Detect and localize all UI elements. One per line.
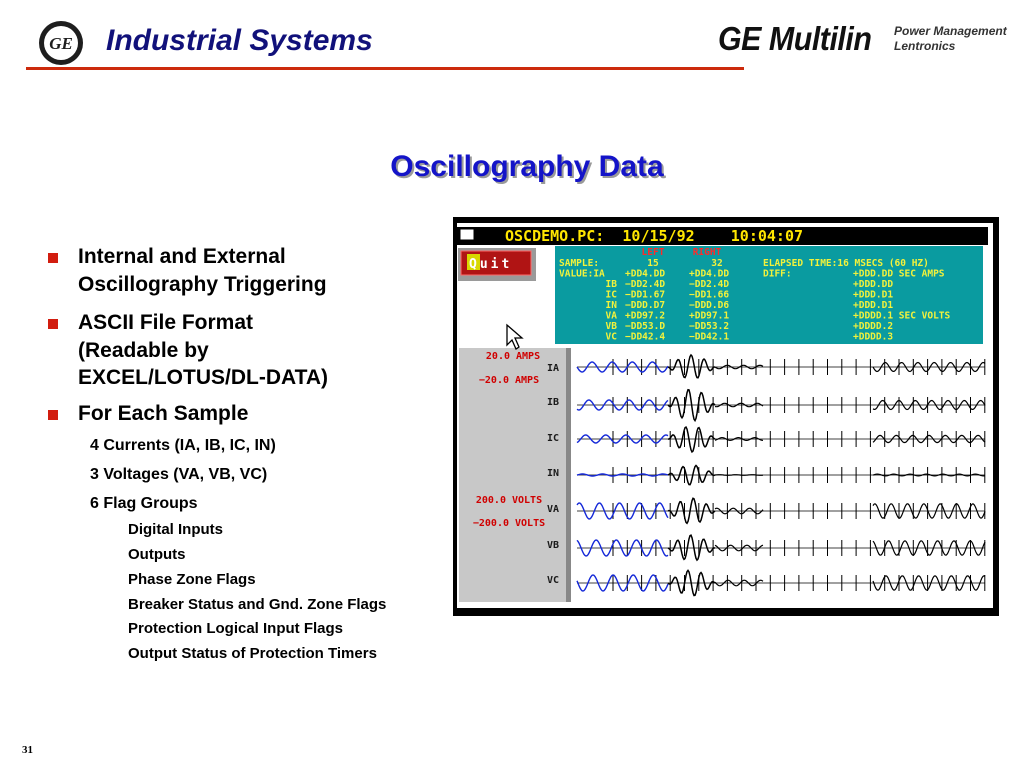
window-control-box[interactable] [460,229,474,240]
flag-group-item: Phase Zone Flags [128,571,256,588]
brand-name: GE Multilin [718,20,872,57]
row-label: SAMPLE: [559,258,600,269]
column-divider [566,348,571,602]
oscillography-screenshot [453,217,999,616]
bullet-icon [48,319,58,329]
row-label: VALUE:IA [559,268,605,280]
row-extra: DIFF: [763,268,792,280]
left-value: −DD42.4 [625,331,666,343]
oscillography-display [453,217,999,616]
row-label: VA [605,310,617,322]
row-label: IC [605,289,617,301]
right-value: −DD1.66 [689,289,730,301]
header-title: Industrial Systems [106,24,373,57]
voltage-scale-max: 200.0 VOLTS [475,495,543,506]
diff-value: +DDD.DD [853,279,894,290]
row-label: IB [605,279,617,290]
sub-bullet-voltages: 3 Voltages (VA, VB, VC) [90,466,268,483]
channel-label-ia: IA [546,363,559,374]
row-label: VB [605,321,617,332]
channel-label-va: VA [546,504,559,515]
right-value: +DD4.DD [689,268,730,280]
sub-bullet-flag-groups: 6 Flag Groups [90,495,198,512]
slide-title: Oscillography Data [390,150,664,183]
channel-label-vc: VC [546,575,559,586]
left-value: −DD1.67 [625,289,666,301]
left-value: +DD97.2 [625,310,666,322]
right-value: +DD97.1 [689,310,730,322]
diff-value: +DDD.D1 [853,300,894,311]
diff-value: +DDDD.3 [853,331,894,343]
channel-label-ib: IB [546,397,559,408]
left-value: −DDD.D7 [625,300,666,311]
page-number: 31 [22,744,33,756]
title-bar-text: OSCDEMO.PC: 10/15/92 10:04:07 [505,227,804,245]
bullet-2-line-3: EXCEL/LOTUS/DL-DATA) [78,366,329,389]
left-cursor-header: LEFT [641,247,665,258]
quit-button[interactable] [458,248,536,281]
bullet-3: For Each Sample [78,402,249,425]
brand-subtitle-1: Power Management [894,24,1007,38]
right-value: −DD2.4D [689,279,730,290]
left-value: −DD53.D [625,321,666,332]
bullet-2-line-1: ASCII File Format [78,311,254,334]
row-label: IN [605,300,617,311]
diff-value: +DDDD.2 [853,321,894,332]
flag-group-item: Digital Inputs [128,521,223,538]
bullet-icon [48,410,58,420]
right-value: −DDD.D6 [689,300,730,311]
ge-monogram-icon [38,20,84,66]
quit-button-label: Quit [469,257,513,272]
channel-label-ic: IC [546,433,559,444]
right-value: 32 [711,258,723,269]
diff-value: +DDD.D1 [853,289,894,301]
bullet-icon [48,253,58,263]
flag-group-item: Outputs [128,546,186,563]
right-cursor-header: RIGHT [692,247,722,258]
row-extra: ELAPSED TIME:16 MSECS (60 HZ) [763,258,929,269]
brand-subtitle-2: Lentronics [894,39,956,53]
header-divider [26,67,744,70]
bullet-2-line-2: (Readable by [78,339,209,362]
right-value: −DD53.2 [689,321,730,332]
channel-label-vb: VB [546,540,559,551]
sub-bullet-currents: 4 Currents (IA, IB, IC, IN) [90,437,276,454]
left-value: −DD2.4D [625,279,666,290]
voltage-scale-min: −200.0 VOLTS [472,518,546,529]
flag-group-item: Output Status of Protection Timers [128,645,377,662]
right-value: −DD42.1 [689,331,730,343]
diff-value: +DDD.DD SEC AMPS [853,268,945,280]
left-value: 15 [647,258,659,269]
left-value: +DD4.DD [625,268,666,280]
bullet-1-line-1: Internal and External [78,245,286,268]
channel-label-in: IN [546,468,559,479]
current-scale-min: −20.0 AMPS [478,375,540,386]
bullet-1-line-2: Oscillography Triggering [78,273,327,296]
diff-value: +DDDD.1 SEC VOLTS [853,310,951,322]
flag-group-item: Breaker Status and Gnd. Zone Flags [128,596,387,613]
logo-text: GE [49,34,73,53]
current-scale-max: 20.0 AMPS [485,351,541,362]
row-label: VC [605,331,617,343]
flag-group-item: Protection Logical Input Flags [128,620,344,637]
